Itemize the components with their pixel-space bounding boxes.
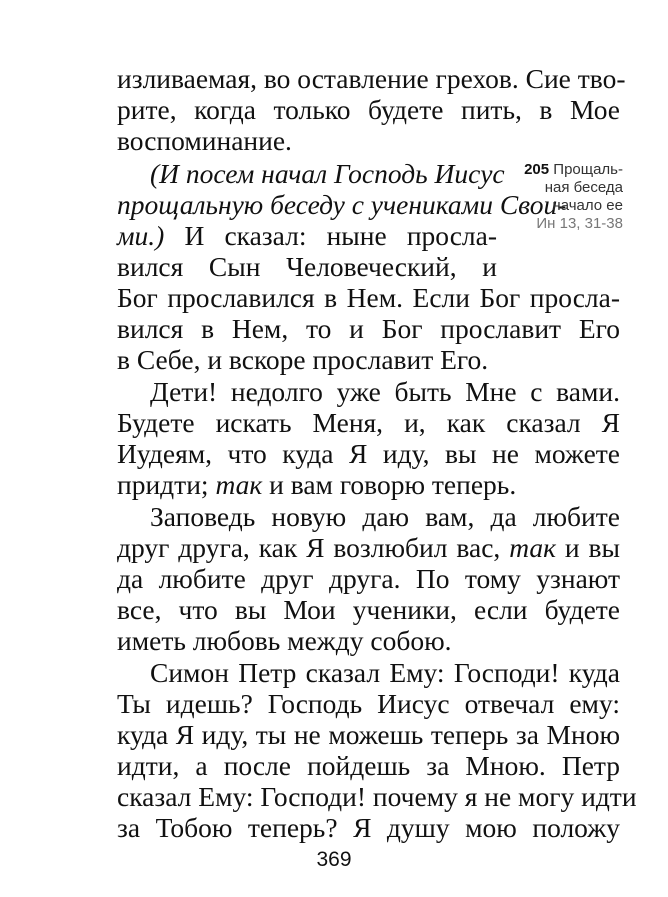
text-line-18: все, что вы Мои ученики, если будете [117,594,620,625]
text-line-19: иметь любовь между собою. [117,625,452,656]
text-line-13: Иудеям, что куда Я иду, вы не можете [117,438,620,469]
text-line-17: да любите друг друга. По тому узнают [117,563,620,594]
text-line-24: сказал Ему: Господи! почему я не могу идти [117,781,637,812]
margin-reference: Ин 13, 31-38 [536,215,623,232]
italic-span: так [509,532,556,563]
italic-span: ми.) [117,220,165,251]
text-line-8: Бог прославился в Нем. Если Бог просла- [117,282,620,313]
text-line-16 [117,532,620,563]
text-line-5: прощальную беседу с учениками Свои- [117,189,567,220]
text-line-7: вился Сын Человеческий, и [117,251,497,282]
text-line-23: идти, а после пойдешь за Мною. Петр [117,750,620,781]
text-line-9: вился в Нем, то и Бог прославит Его [117,313,620,344]
page-number: 369 [316,848,352,871]
text-span: придти; [117,469,209,500]
margin-line-1: Прощаль- [553,161,623,178]
text-line-2: рите, когда только будете пить, в Мое [117,94,620,125]
text-line-11: Дети! недолго уже быть Мне с вами. [150,376,620,407]
text-span: И сказал: ныне просла- [184,220,498,251]
text-span: и вам говорю теперь. [269,469,517,500]
margin-note [505,161,623,233]
text-span: друг друга, как Я возлюбил вас, [117,532,501,563]
margin-line-2: ная беседа [544,179,623,196]
text-line-22: куда Я иду, ты не можешь теперь за Мною [117,719,620,750]
text-line-12: Будете искать Меня, и, как сказал Я [117,407,620,438]
text-line-15: Заповедь новую даю вам, да любите [150,501,620,532]
text-line-3: воспоминание. [117,125,292,156]
text-line-25: за Тобою теперь? Я душу мою положу [117,812,620,843]
text-line-21: Ты идешь? Господь Иисус отвечал ему: [117,688,620,719]
text-line-10: в Себе, и вскоре прославит Его. [117,344,489,375]
italic-span: так [215,469,263,500]
margin-line-3: начало ее [552,197,623,214]
text-line-6 [117,220,497,251]
text-line-14 [117,469,620,500]
text-line-20: Симон Петр сказал Ему: Господи! куда [150,657,620,688]
text-span: и вы [564,532,620,563]
section-number: 205 [524,161,550,178]
text-line-4: (И посем начал Господь Иисус [150,158,505,189]
text-line-1: изливаемая, во оставление грехов. Сие тво- [117,63,626,94]
